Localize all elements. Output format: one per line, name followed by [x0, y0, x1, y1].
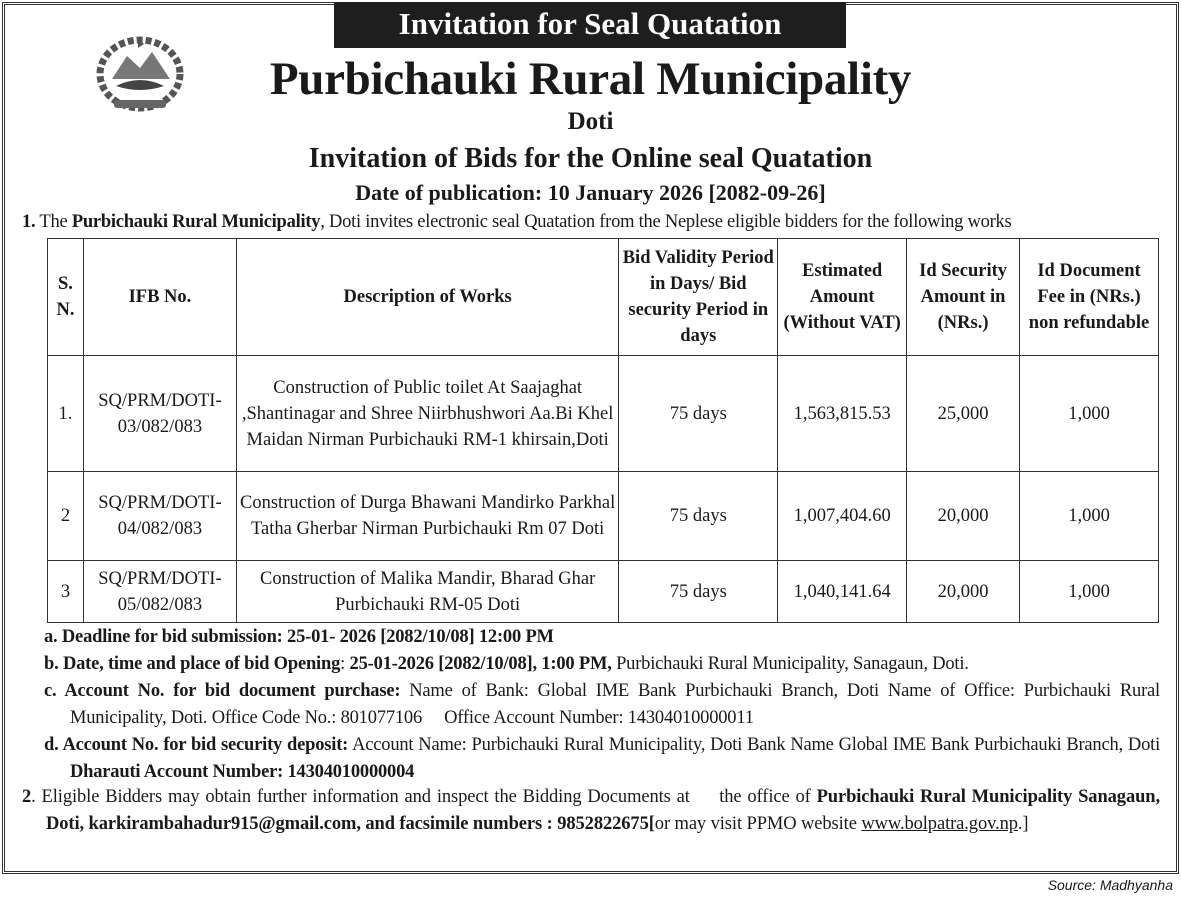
works-table — [47, 238, 1159, 623]
notice-subtitle: Invitation of Bids for the Online seal Quatation — [308, 143, 873, 174]
cell: 3 — [48, 561, 84, 623]
cell: 1,040,141.64 — [778, 561, 907, 623]
text: : — [340, 654, 350, 674]
col-fee: Id Document Fee in (NRs.) non refundable — [1020, 239, 1159, 356]
paragraph-2 — [22, 784, 1160, 838]
cell: 1. — [48, 356, 84, 472]
note-c — [44, 678, 1160, 732]
text: Dharauti Account Number: 14304010000004 — [70, 762, 415, 782]
item-number: 1. — [22, 212, 36, 232]
text: or may visit PPMO website — [654, 814, 862, 834]
text: b. Date, time and place of bid Opening — [44, 654, 341, 674]
table-header — [48, 239, 1159, 356]
cell: 25,000 — [907, 356, 1020, 472]
cell: Construction of Durga Bhawani Mandirko Parkhal Tatha Gherbar Nirman Purbichauki Rm 07 Doti — [236, 472, 618, 561]
cell: SQ/PRM/DOTI-03/082/083 — [83, 356, 236, 472]
cell: 75 days — [619, 561, 778, 623]
item-number: 2 — [22, 787, 32, 807]
org-name: Purbichauki Rural Municipality — [71, 212, 321, 232]
note-d — [44, 732, 1160, 786]
cell: 1,000 — [1020, 561, 1159, 623]
intro-paragraph — [22, 212, 1162, 233]
cell: SQ/PRM/DOTI-05/082/083 — [83, 561, 236, 623]
col-description: Description of Works — [236, 239, 618, 356]
source-credit: Source: Madhyanha — [1047, 877, 1173, 893]
text: Purbichauki Rural Municipality, Sanagaun, Doti. — [611, 654, 969, 674]
cell: 1,007,404.60 — [778, 472, 907, 561]
cell: 1,000 — [1020, 472, 1159, 561]
text: .] — [1017, 814, 1029, 834]
cell: 1,000 — [1020, 356, 1159, 472]
cell: 1,563,815.53 — [778, 356, 907, 472]
col-sn: S. N. — [48, 239, 84, 356]
text: The — [39, 212, 72, 232]
col-ifb: IFB No. — [83, 239, 236, 356]
cell: 2 — [48, 472, 84, 561]
text: a. Deadline for bid submission: 25-01- 2026 [2082/10/08] 12:00 PM — [44, 627, 554, 647]
text: Name of Bank: Global IME Bank Purbichauki Branch, Doti Name of Office: Purbichauki Rural Municipality, Doti. Office Code No.: 801077106 Office Account Number: 14304010000011 — [70, 681, 1160, 728]
contact-info: Purbichauki Rural Municipality Sanagaun, Doti, karkirambahadur915@gmail.com, and facsimile numbers : 9852822675[ — [46, 787, 1160, 834]
note-a — [44, 624, 1160, 651]
text: 25-01-2026 [2082/10/08], 1:00 PM, — [349, 654, 612, 674]
col-validity: Bid Validity Period in Days/ Bid security Period in days — [619, 239, 778, 356]
cell: 75 days — [619, 356, 778, 472]
cell: 20,000 — [907, 472, 1020, 561]
table-row — [48, 561, 1159, 623]
cell: 20,000 — [907, 561, 1020, 623]
cell: SQ/PRM/DOTI-04/082/083 — [83, 472, 236, 561]
text: , Doti invites electronic seal Quatation from the Neplese eligible bidders for the following works — [320, 212, 1012, 232]
text: . Eligible Bidders may obtain further information and inspect the Bidding Documents at the office of — [31, 787, 817, 807]
text: d. Account No. for bid security deposit: — [44, 735, 349, 755]
note-b — [44, 651, 1160, 678]
banner-title: Invitation for Seal Quatation — [334, 2, 846, 48]
text: Account Name: Purbichauki Rural Municipality, Doti Bank Name Global IME Bank Purbichauki Branch, Doti — [348, 735, 1161, 755]
ppmo-website-link[interactable]: www.bolpatra.gov.np — [861, 814, 1018, 834]
district: Doti — [567, 108, 614, 135]
text: c. Account No. for bid document purchase: — [44, 681, 401, 701]
cell: Construction of Malika Mandir, Bharad Ghar Purbichauki RM-05 Doti — [236, 561, 618, 623]
table-row — [48, 356, 1159, 472]
col-estimate: Estimated Amount (Without VAT) — [778, 239, 907, 356]
publication-date: Date of publication: 10 January 2026 [2082-09-26] — [355, 180, 826, 205]
col-security: Id Security Amount in (NRs.) — [907, 239, 1020, 356]
cell: Construction of Public toilet At Saajaghat ,Shantinagar and Shree Niirbhushwori Aa.Bi Khel Maidan Nirman Purbichauki RM-1 khirsain,Doti — [236, 356, 618, 472]
table-row — [48, 472, 1159, 561]
cell: 75 days — [619, 472, 778, 561]
municipality-title: Purbichauki Rural Municipality — [269, 53, 912, 105]
notes-list — [44, 624, 1160, 786]
